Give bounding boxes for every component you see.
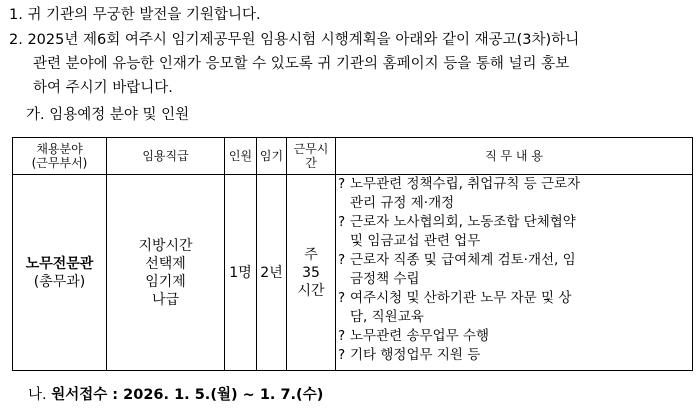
cell-term: 2년	[257, 175, 287, 371]
header-hours-line-1: 근무시	[293, 142, 329, 156]
header-hours-line-2: 간	[305, 156, 317, 170]
cell-count: 1명	[225, 175, 257, 371]
duty-marker: ?	[338, 347, 346, 363]
duty-item	[336, 251, 692, 289]
duty-item	[336, 346, 692, 365]
duty-line: 담, 직원교육	[350, 309, 424, 325]
cell-field	[13, 175, 107, 371]
duty-line: 금정책 수립	[350, 271, 420, 287]
grade-line: 나급	[151, 291, 180, 308]
duty-item	[336, 213, 692, 251]
paragraph-1-number: 1.	[9, 7, 23, 23]
field-name: 노무전문관	[25, 255, 94, 272]
grade-line: 임기제	[145, 273, 186, 290]
duty-marker: ?	[338, 328, 346, 344]
section-ga-title: 임용예정 분야 및 인원	[49, 107, 190, 123]
paragraph-2-line-3: 하여 주시기 바랍니다.	[33, 80, 173, 96]
header-grade: 임용직급	[107, 138, 225, 175]
field-dept: (총무과)	[33, 273, 86, 290]
duty-item	[336, 327, 692, 346]
cell-grade	[107, 175, 225, 371]
cell-duty	[336, 175, 693, 371]
hours-line: 주	[304, 246, 318, 263]
table-row	[13, 175, 693, 371]
duty-line: 관리 규정 제·개정	[350, 195, 455, 211]
section-ga-heading	[26, 103, 189, 127]
duty-line: 기타 행정업무 지원 등	[350, 347, 481, 363]
cell-hours	[287, 175, 336, 371]
header-field-line-2: (근무부서)	[31, 156, 88, 170]
paragraph-1-text: 귀 기관의 무궁한 발전을 기원합니다.	[27, 7, 261, 23]
duty-line: 여주시청 및 산하기관 노무 자문 및 상	[350, 290, 572, 306]
duty-marker: ?	[338, 214, 346, 230]
paragraph-1	[9, 3, 261, 27]
section-na-label: 나.	[28, 387, 47, 403]
table-header-row	[13, 138, 693, 175]
recruitment-table	[12, 137, 693, 371]
hours-line: 35	[302, 264, 320, 281]
duty-marker: ?	[338, 176, 346, 192]
header-field-line-1: 채용분야	[36, 142, 83, 156]
duty-line: 근로자 노사협의회, 노동조합 단체협약	[350, 214, 576, 230]
duty-marker: ?	[338, 290, 346, 306]
duty-item	[336, 289, 692, 327]
header-hours	[287, 138, 336, 175]
paragraph-2	[9, 28, 579, 52]
duty-line: 노무관련 정책수립, 취업규칙 등 근로자	[350, 176, 581, 192]
section-na-title: 원서접수 : 2026. 1. 5.(월) ~ 1. 7.(수)	[51, 387, 324, 403]
grade-line: 지방시간	[138, 237, 193, 254]
grade-line: 선택제	[145, 255, 186, 272]
section-ga-label: 가.	[26, 107, 45, 123]
duty-line: 및 임금교섭 관련 업무	[350, 233, 481, 249]
paragraph-2-line-2: 관련 분야에 유능한 인재가 응모할 수 있도록 귀 기관의 홈페이지 등을 통해 널리 홍보	[33, 56, 570, 72]
duty-item	[336, 175, 692, 213]
paragraph-2-line-1: 2025년 제6회 여주시 임기제공무원 임용시험 시행계획을 아래와 같이 재공고(3차)하니	[27, 32, 580, 48]
hours-line: 시간	[297, 282, 325, 299]
header-field	[13, 138, 107, 175]
duty-line: 노무관련 송무업무 수행	[350, 328, 489, 344]
header-term: 임기	[257, 138, 287, 175]
header-count: 인원	[225, 138, 257, 175]
duty-line: 근로자 직종 및 급여체계 검토·개선, 임	[350, 252, 576, 268]
header-duty: 직 무 내 용	[336, 138, 693, 175]
section-na-heading	[28, 383, 323, 407]
paragraph-2-number: 2.	[9, 32, 23, 48]
duty-marker: ?	[338, 252, 346, 268]
